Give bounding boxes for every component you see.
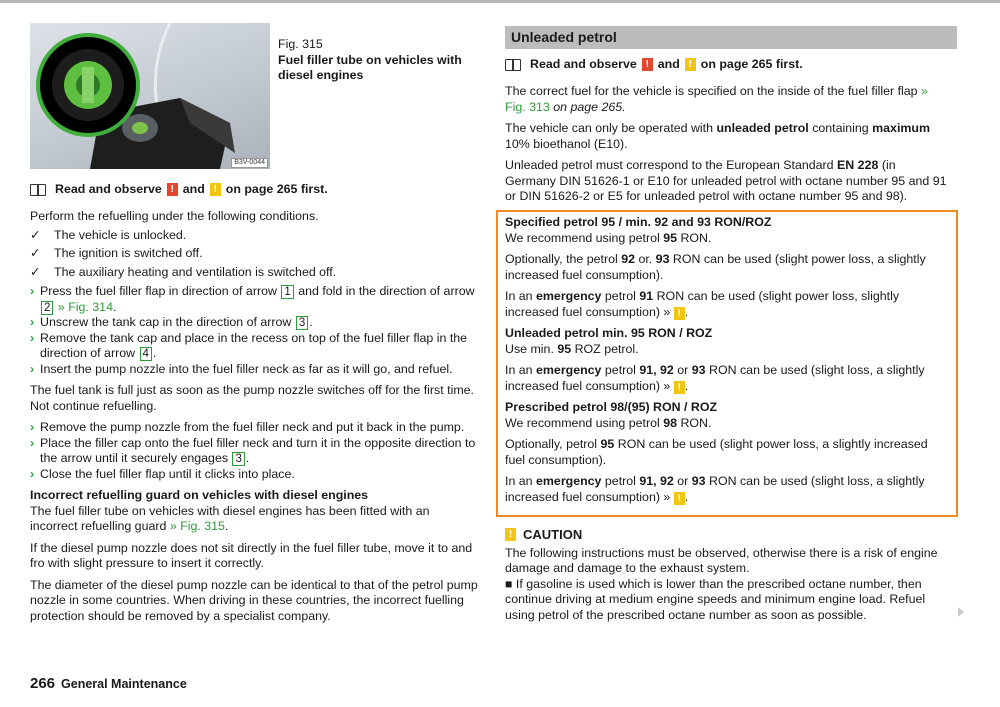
- section-95-heading: Specified petrol 95 / min. 92 and 93 RON/ROZ: [505, 215, 772, 229]
- guard-heading: Incorrect refuelling guard on vehicles with diesel engines: [30, 488, 369, 502]
- step-item: › Close the fuel filler flap until it clicks into place.: [30, 466, 295, 481]
- book-icon: [505, 59, 521, 71]
- right-read-observe: Read and observe ! and ! on page 265 first.: [505, 57, 955, 73]
- top-rule: [0, 0, 1000, 3]
- fig-315-link[interactable]: » Fig. 315: [169, 519, 225, 533]
- left-read-observe: [30, 182, 480, 198]
- step-item: › Remove the pump nozzle from the fuel filler neck and put it back in the pump.: [30, 420, 465, 434]
- check-item: ✓ The vehicle is unlocked.: [30, 227, 187, 242]
- book-icon: [30, 184, 46, 196]
- step-item: › Insert the pump nozzle into the fuel filler neck as far as it will go, and refuel.: [30, 361, 453, 376]
- left-read-suffix: on page 265 first.: [225, 182, 328, 196]
- warning-yellow-icon: !: [505, 528, 516, 541]
- caution-title: CAUTION: [523, 527, 583, 542]
- next-page-arrow-icon[interactable]: [958, 607, 964, 617]
- section-98-recommend: We recommend using petrol 98 RON.: [505, 415, 712, 430]
- section-95-optional: Optionally, the petrol 92 or. 93 RON can be used (slight power loss, a slightly increased fuel consumption).: [505, 252, 926, 282]
- arrow-callout: 3: [296, 316, 308, 330]
- left-read-prefix: Read and observe: [55, 182, 162, 196]
- arrow-callout: 1: [281, 285, 293, 299]
- step-item: › Remove the tank cap and place in the recess on top of the fuel filler flap in the direction of arrow 4 .: [30, 330, 468, 360]
- section-min95-heading: Unleaded petrol min. 95 RON / ROZ: [505, 326, 713, 340]
- octane-sections: [505, 215, 948, 505]
- caution-text: The following instructions must be observed, otherwise there is a risk of engine damage and damage to the exhaust system.: [505, 545, 938, 575]
- figure-title: Fuel filler tube on vehicles with diesel engines: [278, 52, 462, 82]
- section-min95-emergency: In an emergency petrol 91, 92 or 93 RON can be used (slight loss, a slightly increased fuel consumption) » ! .: [505, 363, 925, 393]
- figure-id-label: B3V-0044: [231, 158, 268, 168]
- fig-313-link[interactable]: » Fig. 313: [505, 84, 928, 114]
- arrow-callout: 4: [140, 347, 152, 361]
- guard-text: The fuel filler tube on vehicles with diesel engines has been fitted with an incorrect refuelling guard » Fig. 315.: [30, 503, 430, 533]
- page-footer: [30, 676, 187, 693]
- figure-number: Fig. 315: [278, 37, 323, 51]
- warning-yellow-icon: !: [674, 492, 685, 505]
- warning-red-icon: !: [167, 183, 178, 196]
- section-98-optional: Optionally, petrol 95 RON can be used (slight power loss, a slightly increased fuel consumption).: [505, 437, 928, 467]
- diameter-text: The diameter of the diesel pump nozzle can be identical to that of the petrol pump nozzle in some countries. When driving in these countries, the incorrect fuelling protection should be removed by a specialist company.: [30, 577, 478, 623]
- left-body: [30, 209, 478, 624]
- fuel-filler-figure: [30, 23, 270, 169]
- check-item: ✓ The auxiliary heating and ventilation is switched off.: [30, 264, 337, 279]
- page-number: 266: [30, 675, 56, 692]
- warning-yellow-icon: !: [674, 307, 685, 320]
- section-title: General Maintenance: [61, 677, 187, 691]
- arrow-callout: 2: [41, 301, 53, 315]
- step-item: › Press the fuel filler flap in direction of arrow 1 and fold in the direction of arrow 2 » Fig. 314.: [30, 284, 475, 314]
- correct-fuel-text: The correct fuel for the vehicle is specified on the inside of the fuel filler flap » Fig. 313 on page 265.: [505, 84, 928, 114]
- fig-314-link[interactable]: » Fig. 314: [57, 299, 113, 314]
- warning-red-icon: !: [642, 58, 653, 71]
- standard-text: Unleaded petrol must correspond to the European Standard EN 228 (in Germany DIN 51626-1 or E10 for unleaded petrol with octane number 95 and 91 or DIN 51626-2 or E5 for unleaded petrol with octane number 95 and 98).: [505, 158, 947, 203]
- warning-yellow-icon: !: [210, 183, 221, 196]
- section-98-emergency: In an emergency petrol 91, 92 or 93 RON can be used (slight loss, a slightly increased fuel consumption) » ! .: [505, 474, 925, 504]
- warning-yellow-icon: !: [674, 381, 685, 394]
- caution-bullet: ■ If gasoline is used which is lower than the prescribed octane number, then continue driving at medium engine speeds and minimum engine load. Refuel using petrol of the prescribed octane number as soon as possible.: [505, 576, 926, 622]
- step-item: › Place the filler cap onto the fuel filler neck and turn it in the opposite direction to the arrow until it securely engages 3 .: [30, 435, 476, 465]
- section-95-recommend: We recommend using petrol 95 RON.: [505, 230, 712, 245]
- section-95-emergency: In an emergency petrol 91 RON can be used (slight power loss, slightly increased fuel consumption) » ! .: [505, 289, 900, 319]
- figure-caption: [278, 37, 468, 84]
- arrow-callout: 3: [232, 452, 244, 466]
- warning-yellow-icon: !: [685, 58, 696, 71]
- nozzle-text: If the diesel pump nozzle does not sit directly in the fuel filler tube, move it to and fro with slight pressure to insert it correctly.: [30, 540, 473, 570]
- left-read-and: and: [182, 182, 205, 196]
- section-98-heading: Prescribed petrol 98/(95) RON / ROZ: [505, 400, 718, 414]
- section-min95-use: Use min. 95 ROZ petrol.: [505, 341, 639, 356]
- right-intro: [505, 84, 948, 205]
- check-item: ✓ The ignition is switched off.: [30, 246, 203, 260]
- full-tank-text: The fuel tank is full just as soon as the pump nozzle switches off for the first time. Not continue refuelling.: [30, 383, 474, 413]
- operated-text: The vehicle can only be operated with unleaded petrol containing maximum 10% bioethanol (E10).: [505, 121, 930, 151]
- refuel-intro: Perform the refuelling under the following conditions.: [30, 209, 319, 223]
- section-header: Unleaded petrol: [505, 26, 957, 49]
- fuel-filler-illustration: [30, 23, 270, 169]
- step-item: › Unscrew the tank cap in the direction of arrow 3 .: [30, 315, 313, 329]
- caution-block: [505, 527, 948, 623]
